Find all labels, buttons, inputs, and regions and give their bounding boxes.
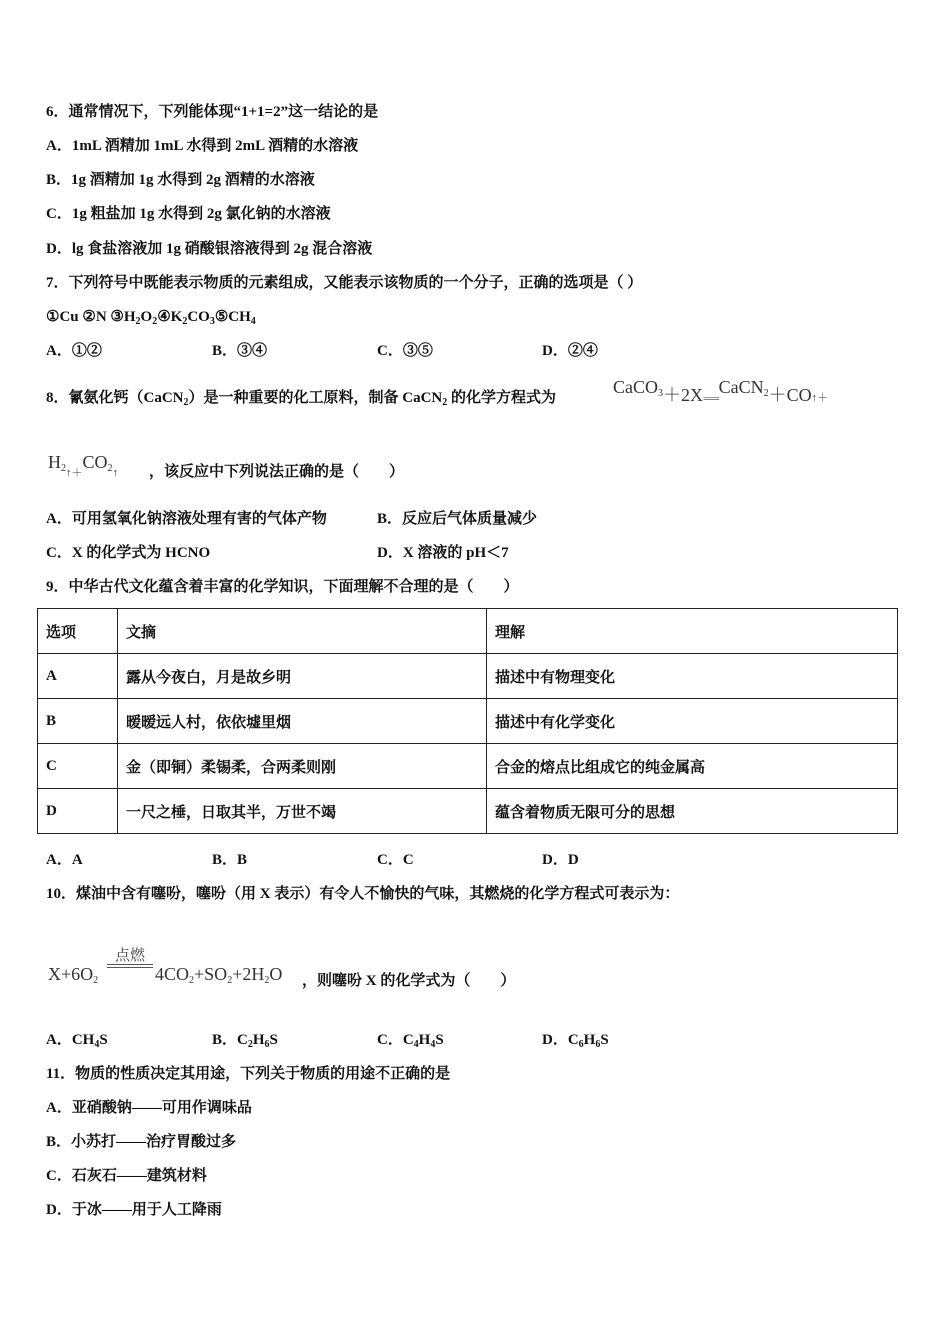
- q11-stem: 11．物质的性质决定其用途，下列关于物质的用途不正确的是: [46, 1066, 451, 1082]
- q10-option-b: B．$C_2H_6S$: [212, 1032, 278, 1050]
- table-cell: 一尺之棰，日取其半，万世不竭: [118, 789, 487, 834]
- q11-option-a: A．亚硝酸钠——可用作调味品: [46, 1100, 252, 1116]
- table-row: [38, 654, 898, 699]
- q10-reaction-condition: 点燃: [107, 948, 153, 968]
- q11-option-d: D．于冰——用于人工降雨: [46, 1202, 222, 1218]
- q6-option-d: D．lg 食盐溶液加 1g 硝酸银溶液得到 2g 混合溶液: [46, 241, 373, 257]
- table-cell: A: [38, 654, 118, 699]
- table-row: [38, 789, 898, 834]
- q10-stem-tail: ，则噻吩 X 的化学式为（ ）: [302, 973, 516, 989]
- q7-symbols: ①Cu ②N $③H_2O_2④K_2CO_3⑤CH_4$: [46, 309, 256, 327]
- table-header-row: [38, 609, 898, 654]
- q9-option-d: D．D: [542, 852, 579, 868]
- q11-option-c: C．石灰石——建筑材料: [46, 1168, 207, 1184]
- q9-table: [37, 608, 898, 834]
- q9-option-b: B．B: [212, 852, 248, 868]
- table-row: [38, 699, 898, 744]
- q6-option-b: B．1g 酒精加 1g 水得到 2g 酒精的水溶液: [46, 172, 315, 188]
- q7-stem: 7．下列符号中既能表示物质的元素组成，又能表示该物质的一个分子，正确的选项是（ ）: [46, 275, 643, 291]
- q10-option-c: C．$C_4H_4S$: [377, 1032, 444, 1050]
- q8-stem: 8．氰氨化钙（CaCN$_2$）是一种重要的化工原料，制备 CaCN$_2$ 的化学方程式为: [46, 390, 557, 408]
- q10-equation-right: $4CO_2+SO_2+2H_2O$: [155, 964, 283, 986]
- q7-option-b: B．③④: [212, 343, 268, 359]
- table-cell: 描述中有物理变化: [487, 654, 898, 699]
- q10-option-a: A．$CH_4S$: [46, 1032, 108, 1050]
- q8-option-c: C．X 的化学式为 HCNO: [46, 545, 211, 561]
- q8-option-a: A．可用氢氧化钠溶液处理有害的气体产物: [46, 511, 327, 527]
- table-cell: 暧暧远人村，依依墟里烟: [118, 699, 487, 744]
- q11-option-b: B．小苏打——治疗胃酸过多: [46, 1134, 237, 1150]
- q8-equation-line1: $CaCO_3+2X_{===}CaCN_2+CO_{↑+}$: [613, 377, 829, 405]
- table-cell: 金（即铜）柔锡柔，合两柔则刚: [118, 744, 487, 789]
- q8-option-b: B．反应后气体质量减少: [377, 511, 538, 527]
- q6-option-a: A．1mL 酒精加 1mL 水得到 2mL 酒精的水溶液: [46, 138, 359, 154]
- q6-option-c: C．1g 粗盐加 1g 水得到 2g 氯化钠的水溶液: [46, 206, 331, 222]
- q8-equation-line2: $H_{2↑+}CO_{2↑}$: [48, 452, 119, 479]
- header-cell: 选项: [38, 609, 118, 654]
- q6-stem: 6．通常情况下，下列能体现“1+1=2”这一结论的是: [46, 104, 379, 120]
- table-cell: 描述中有化学变化: [487, 699, 898, 744]
- q9-option-c: C．C: [377, 852, 414, 868]
- table-cell: C: [38, 744, 118, 789]
- table-cell: 蕴含着物质无限可分的思想: [487, 789, 898, 834]
- q7-option-c: C．③⑤: [377, 343, 433, 359]
- table-row: [38, 744, 898, 789]
- q9-option-a: A．A: [46, 852, 83, 868]
- q10-option-d: D．$C_6H_6S$: [542, 1032, 609, 1050]
- q8-option-d: D．X 溶液的 pH＜7: [377, 545, 509, 561]
- table-cell: 露从今夜白，月是故乡明: [118, 654, 487, 699]
- q10-stem: 10．煤油中含有噻吩，噻吩（用 X 表示）有令人不愉快的气味，其燃烧的化学方程式可表示为：: [46, 886, 680, 902]
- q7-option-d: D．②④: [542, 343, 598, 359]
- q8-stem-tail: ，该反应中下列说法正确的是（ ）: [149, 464, 405, 480]
- table-cell: B: [38, 699, 118, 744]
- header-cell: 文摘: [118, 609, 487, 654]
- q10-equation-left: $X+6O_2$: [48, 964, 99, 986]
- table-cell: D: [38, 789, 118, 834]
- q7-option-a: A．①②: [46, 343, 102, 359]
- header-cell: 理解: [487, 609, 898, 654]
- table-cell: 合金的熔点比组成它的纯金属高: [487, 744, 898, 789]
- q9-stem: 9．中华古代文化蕴含着丰富的化学知识，下面理解不合理的是（ ）: [46, 579, 519, 595]
